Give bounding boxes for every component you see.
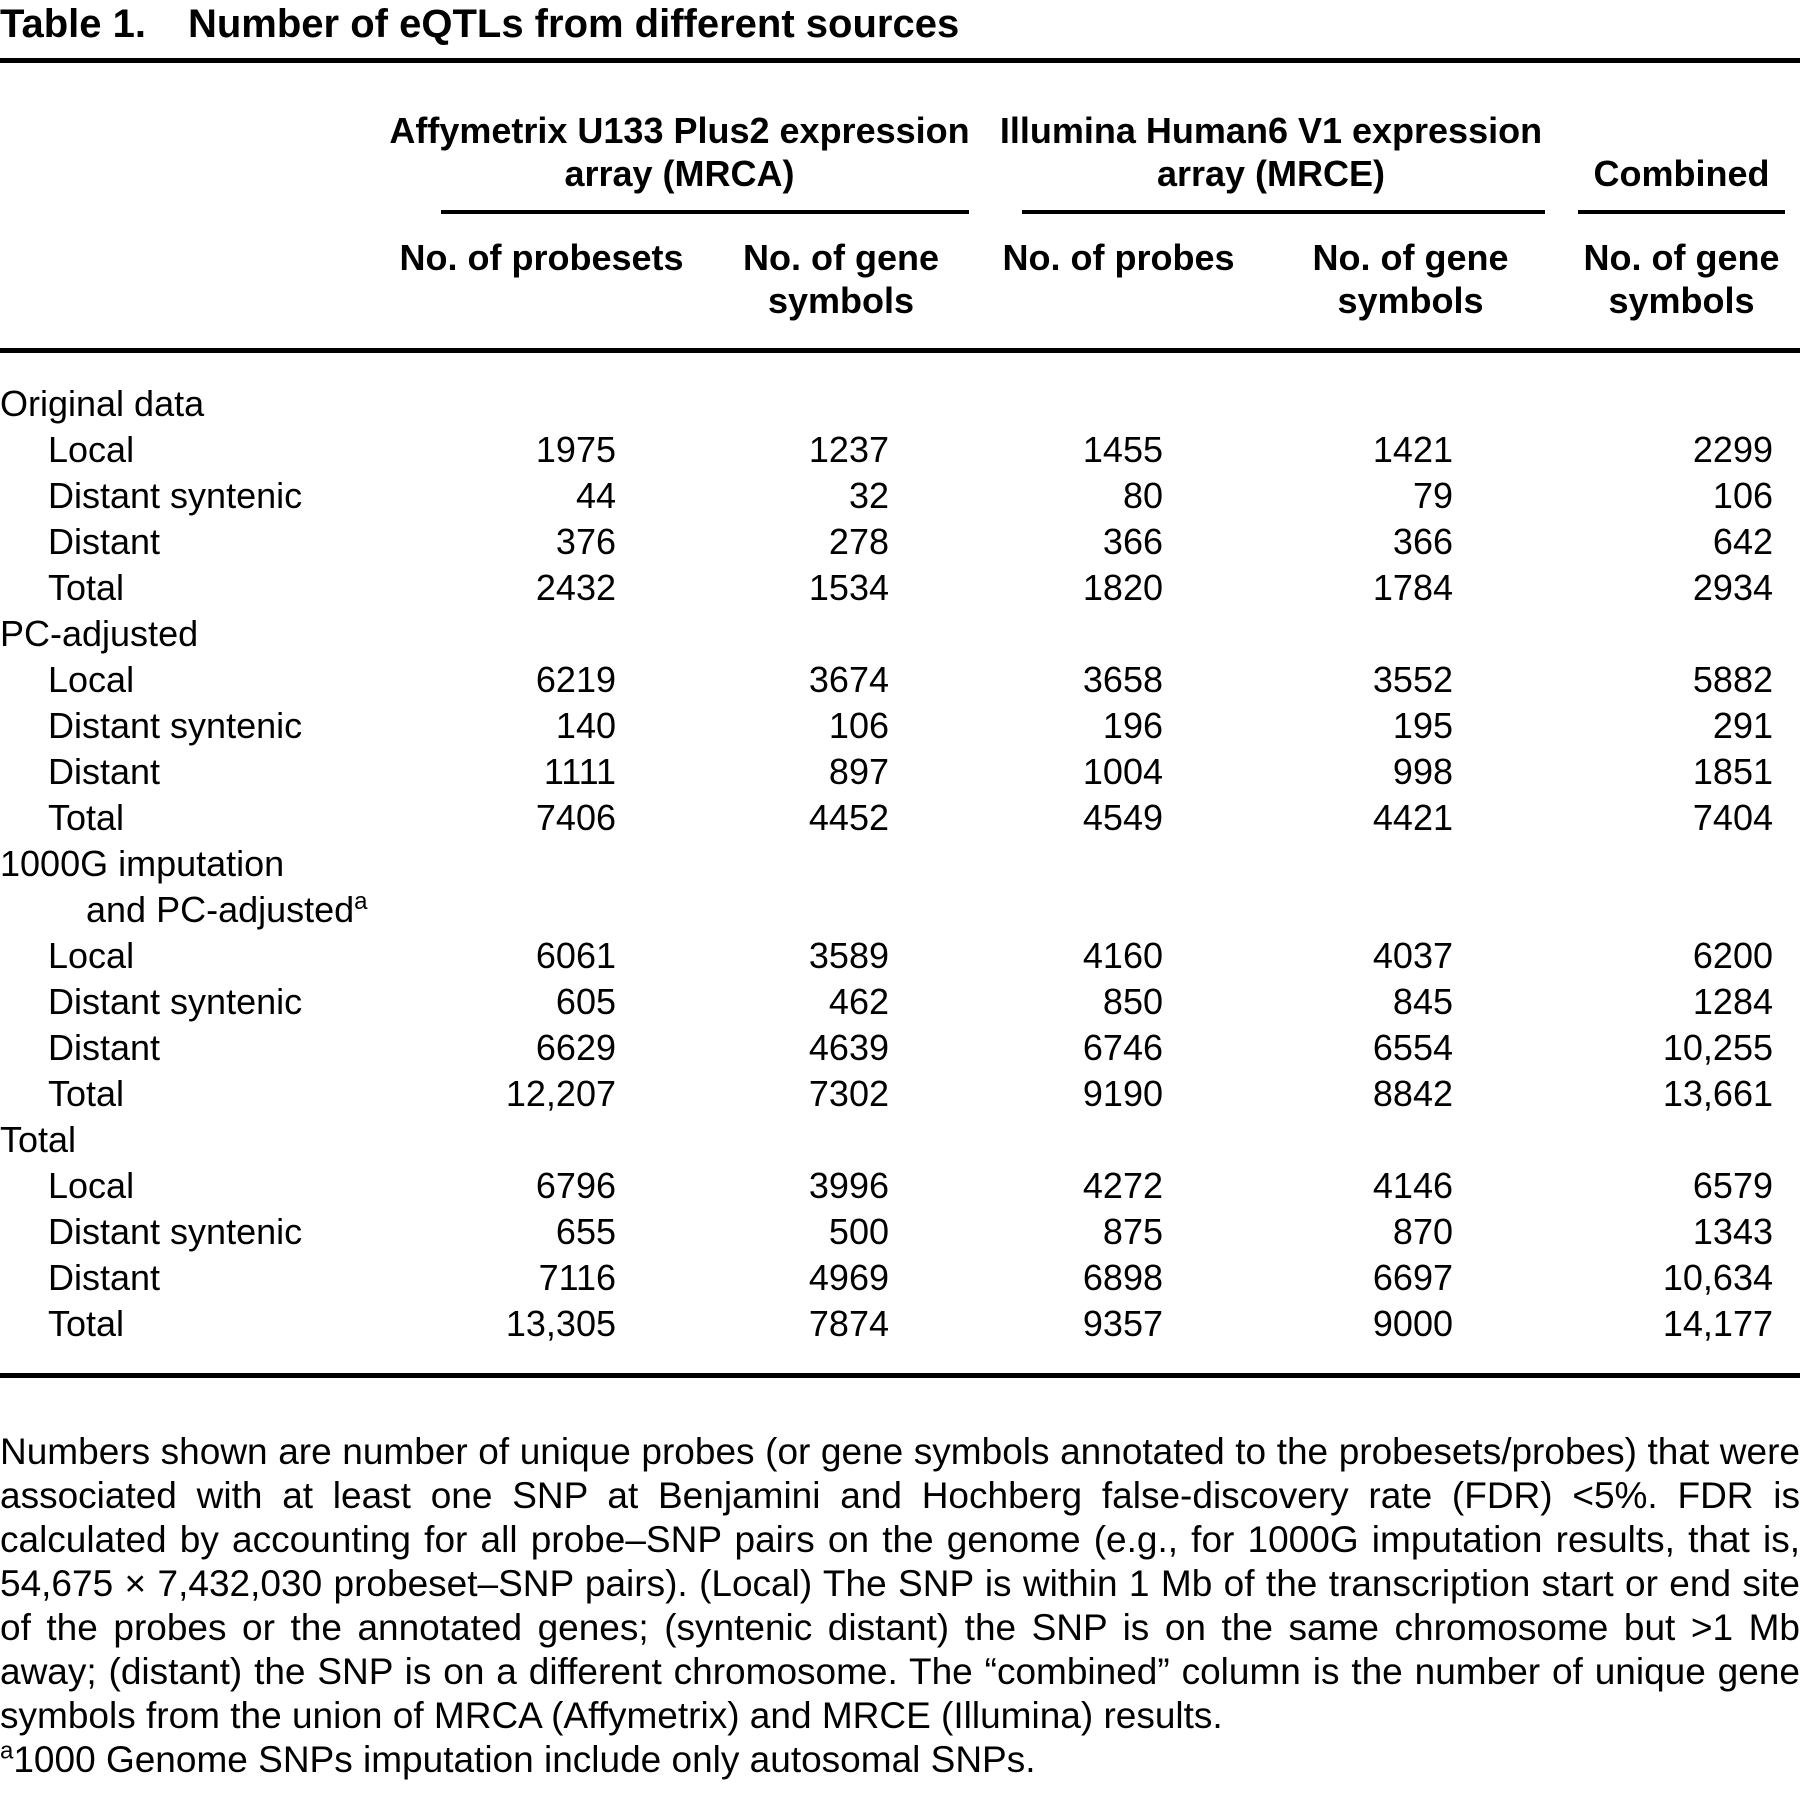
- row-label: Local: [48, 935, 135, 976]
- section-header-row: [0, 1117, 1800, 1163]
- cell-value: 6579: [1692, 1165, 1773, 1206]
- cell-value: 10,634: [1662, 1257, 1773, 1298]
- cell-value: 106: [1712, 475, 1773, 516]
- column-header-row: [0, 214, 1800, 351]
- cell-value: 655: [555, 1211, 616, 1252]
- cell-value: 14,177: [1662, 1303, 1773, 1344]
- row-label: Local: [48, 1165, 135, 1206]
- cell-value: 7302: [808, 1073, 889, 1114]
- cell-value: 3996: [808, 1165, 889, 1206]
- row-label: Total: [48, 1073, 125, 1114]
- cell-value: 6200: [1692, 935, 1773, 976]
- empty-corner-cell: [0, 214, 380, 351]
- column-header-gene-symbols-combined: No. of gene symbols: [1563, 214, 1800, 351]
- cell-value: 875: [1102, 1211, 1163, 1252]
- cell-value: 7116: [538, 1257, 616, 1298]
- row-label: Distant syntenic: [48, 475, 303, 516]
- section-label: Original data: [0, 383, 205, 424]
- cell-value: 998: [1392, 751, 1453, 792]
- cell-value: 6898: [1082, 1257, 1163, 1298]
- row-label: Local: [48, 659, 135, 700]
- table-row: [0, 933, 1800, 979]
- table-footnotes: [0, 1430, 1800, 1782]
- cell-value: 8842: [1372, 1073, 1453, 1114]
- table-number-label: Table 1.: [0, 2, 146, 46]
- cell-value: 1284: [1692, 981, 1773, 1022]
- column-group-mrce: [979, 63, 1563, 214]
- section-label-line1: 1000G imputation: [0, 843, 285, 884]
- cell-value: 9190: [1082, 1073, 1163, 1114]
- eqtl-table: [0, 63, 1800, 1347]
- cell-value: 845: [1392, 981, 1453, 1022]
- cell-value: 4452: [808, 797, 889, 838]
- cell-value: 140: [555, 705, 616, 746]
- table-row: [0, 1209, 1800, 1255]
- cell-value: 7406: [535, 797, 616, 838]
- cell-value: 12,207: [505, 1073, 616, 1114]
- cell-value: 7404: [1692, 797, 1773, 838]
- column-header-probes: No. of probes: [979, 214, 1258, 351]
- row-label: Distant syntenic: [48, 705, 303, 746]
- cell-value: 1343: [1692, 1211, 1773, 1252]
- footnote-general: Numbers shown are number of unique probes (or gene symbols annotated to the probesets/probes) that were associated with at least one SNP at Benjamini and Hochberg false-discovery rate (FDR) <5%. FDR is calculated by accounting for all probe–SNP pairs on the genome (e.g., for 1000G imputation results, that is, 54,675 × 7,432,030 probeset–SNP pairs). (Local) The SNP is within 1 Mb of the transcription start or end site of the probes or the annotated genes; (syntenic distant) the SNP is on the same chromosome but >1 Mb away; (distant) the SNP is on a different chromosome. The “combined” column is the number of unique gene symbols from the union of MRCA (Affymetrix) and MRCE (Illumina) results.: [0, 1431, 1800, 1736]
- cell-value: 1784: [1372, 567, 1453, 608]
- cell-value: 4272: [1082, 1165, 1163, 1206]
- cell-value: 3674: [808, 659, 889, 700]
- table-row: [0, 519, 1800, 565]
- cell-value: 642: [1712, 521, 1773, 562]
- cell-value: 1421: [1372, 429, 1453, 470]
- cell-value: 13,661: [1662, 1073, 1773, 1114]
- cell-value: 6219: [535, 659, 616, 700]
- cell-value: 4969: [808, 1257, 889, 1298]
- cell-value: 4549: [1082, 797, 1163, 838]
- cell-value: 605: [555, 981, 616, 1022]
- table-row: [0, 1301, 1800, 1347]
- row-label: Distant syntenic: [48, 1211, 303, 1252]
- table-row: [0, 565, 1800, 611]
- cell-value: 7874: [808, 1303, 889, 1344]
- table-row: [0, 795, 1800, 841]
- cell-value: 4160: [1082, 935, 1163, 976]
- table-row: [0, 749, 1800, 795]
- cell-value: 9357: [1082, 1303, 1163, 1344]
- cell-value: 1820: [1082, 567, 1163, 608]
- section-label-line2: and PC-adjusted$^a$: [86, 888, 368, 930]
- cell-value: 6746: [1082, 1027, 1163, 1068]
- cell-value: 4146: [1372, 1165, 1453, 1206]
- cell-value: 1004: [1082, 751, 1163, 792]
- cell-value: 870: [1392, 1211, 1453, 1252]
- cell-value: 291: [1712, 705, 1773, 746]
- cell-value: 850: [1102, 981, 1163, 1022]
- cell-value: 4639: [808, 1027, 889, 1068]
- footnote-a-text: 1000 Genome SNPs imputation include only autosomal SNPs.: [13, 1739, 1036, 1780]
- table-row: [0, 1163, 1800, 1209]
- cell-value: 106: [828, 705, 889, 746]
- cell-value: 2432: [535, 567, 616, 608]
- cell-value: 1851: [1692, 751, 1773, 792]
- cell-value: 5882: [1692, 659, 1773, 700]
- table-row: [0, 1071, 1800, 1117]
- cell-value: 196: [1102, 705, 1163, 746]
- cell-value: 13,305: [505, 1303, 616, 1344]
- section-label: Total: [0, 1119, 77, 1160]
- cell-value: 80: [1122, 475, 1163, 516]
- column-group-label: Illumina Human6 V1 expression array (MRCE): [999, 110, 1543, 194]
- table-title: Number of eQTLs from different sources: [187, 2, 960, 46]
- section-label: [0, 841, 1800, 933]
- row-label: Distant: [48, 521, 161, 562]
- footnote-a-marker: a: [0, 1737, 14, 1765]
- table-row: [0, 427, 1800, 473]
- cell-value: 366: [1102, 521, 1163, 562]
- row-label: Distant: [48, 751, 161, 792]
- rule-bottom: [0, 1373, 1800, 1378]
- row-label: Local: [48, 429, 135, 470]
- cell-value: 44: [575, 475, 616, 516]
- cell-value: 1534: [808, 567, 889, 608]
- column-group-combined: [1563, 63, 1800, 214]
- cell-value: 6061: [535, 935, 616, 976]
- cell-value: 3589: [808, 935, 889, 976]
- cell-value: 1111: [543, 751, 616, 792]
- row-label: Distant: [48, 1257, 161, 1298]
- column-header-gene-symbols-mrce: No. of gene symbols: [1258, 214, 1563, 351]
- cell-value: 2299: [1692, 429, 1773, 470]
- cell-value: 376: [555, 521, 616, 562]
- row-label: Total: [48, 1303, 125, 1344]
- column-group-mrca: [380, 63, 979, 214]
- cell-value: 3552: [1372, 659, 1453, 700]
- table-row: [0, 1255, 1800, 1301]
- cell-value: 9000: [1372, 1303, 1453, 1344]
- cell-value: 195: [1392, 705, 1453, 746]
- section-header-row: [0, 841, 1800, 933]
- row-label: Total: [48, 797, 125, 838]
- cell-value: 462: [828, 981, 889, 1022]
- footnote-marker-sup: a: [354, 888, 368, 915]
- section-header-row: [0, 611, 1800, 657]
- table-row: [0, 657, 1800, 703]
- cell-value: 32: [848, 475, 889, 516]
- section-label: PC-adjusted: [0, 613, 199, 654]
- table-row: [0, 473, 1800, 519]
- cell-value: 79: [1412, 475, 1453, 516]
- table-row: [0, 703, 1800, 749]
- table-row: [0, 1025, 1800, 1071]
- column-header-probesets: No. of probesets: [380, 214, 703, 351]
- table-row: [0, 979, 1800, 1025]
- cell-value: 6697: [1372, 1257, 1453, 1298]
- row-label: Distant syntenic: [48, 981, 303, 1022]
- cell-value: 1237: [808, 429, 889, 470]
- cell-value: 2934: [1692, 567, 1773, 608]
- footnote-a: [0, 1738, 1800, 1782]
- column-group-label: Combined: [1593, 153, 1770, 194]
- column-group-header-row: [0, 63, 1800, 214]
- cell-value: 4421: [1372, 797, 1453, 838]
- cell-value: 3658: [1082, 659, 1163, 700]
- row-label: Total: [48, 567, 125, 608]
- cell-value: 6796: [535, 1165, 616, 1206]
- table-caption: [0, 0, 1800, 58]
- column-group-label: Affymetrix U133 Plus2 expression array (MRCA): [389, 110, 970, 194]
- cell-value: 897: [828, 751, 889, 792]
- cell-value: 4037: [1372, 935, 1453, 976]
- cell-value: 6554: [1372, 1027, 1453, 1068]
- cell-value: 500: [828, 1211, 889, 1252]
- row-label: Distant: [48, 1027, 161, 1068]
- cell-value: 1975: [535, 429, 616, 470]
- cell-value: 6629: [535, 1027, 616, 1068]
- cell-value: 1455: [1082, 429, 1163, 470]
- column-header-gene-symbols-mrca: No. of gene symbols: [703, 214, 979, 351]
- section-header-row: [0, 351, 1800, 428]
- cell-value: 278: [828, 521, 889, 562]
- cell-value: 366: [1392, 521, 1453, 562]
- cell-value: 10,255: [1662, 1027, 1773, 1068]
- empty-corner-cell: [0, 63, 380, 214]
